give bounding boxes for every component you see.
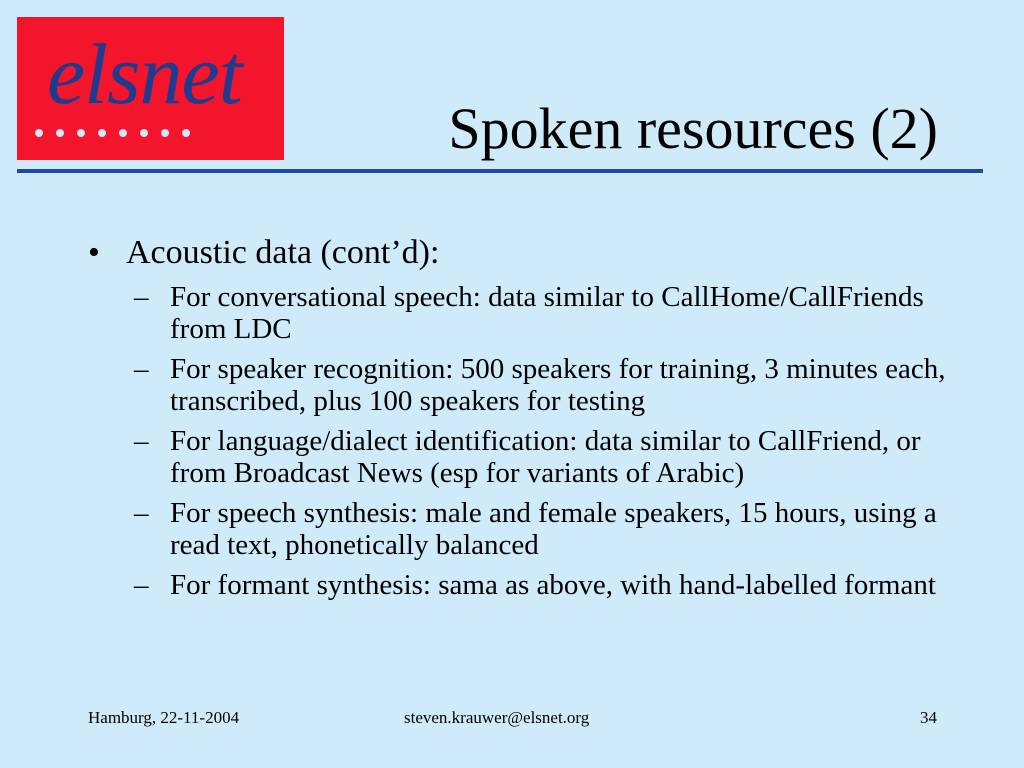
dash-icon: – xyxy=(134,281,149,313)
bullet-dot-icon: • xyxy=(88,234,100,271)
slide-content xyxy=(88,233,968,609)
sub-bullet-text: For speaker recognition: 500 speakers for training, 3 minutes each, transcribed, plus 100 speakers for testing xyxy=(170,353,946,417)
dash-icon: – xyxy=(134,425,149,457)
logo-dots xyxy=(35,129,190,137)
elsnet-logo xyxy=(17,17,284,160)
footer-location-date: Hamburg, 22-11-2004 xyxy=(88,708,240,727)
title-divider xyxy=(17,169,983,173)
sub-bullet xyxy=(134,281,968,345)
main-bullet xyxy=(88,233,968,273)
sub-bullet xyxy=(134,569,968,601)
sub-bullet xyxy=(134,353,968,417)
sub-bullet-text: For language/dialect identification: data similar to CallFriend, or from Broadcast News (esp for variants of Arabic) xyxy=(170,425,921,489)
logo-wordmark: elsnet xyxy=(47,26,242,122)
footer-page-number: 34 xyxy=(920,708,937,727)
dash-icon: – xyxy=(134,497,149,529)
dash-icon: – xyxy=(134,569,149,601)
sub-bullet xyxy=(134,497,968,561)
dash-icon: – xyxy=(134,353,149,385)
sub-bullet xyxy=(134,425,968,489)
sub-bullet-text: For speech synthesis: male and female speakers, 15 hours, using a read text, phonetically balanced xyxy=(170,497,937,561)
slide-title: Spoken resources (2) xyxy=(448,96,938,161)
sub-bullet-list xyxy=(134,281,968,601)
footer-email: steven.krauwer@elsnet.org xyxy=(404,708,590,727)
sub-bullet-text: For formant synthesis: sama as above, with hand-labelled formant xyxy=(170,569,936,601)
main-bullet-text: Acoustic data (cont’d): xyxy=(126,234,440,271)
sub-bullet-text: For conversational speech: data similar to CallHome/CallFriends from LDC xyxy=(170,281,924,345)
